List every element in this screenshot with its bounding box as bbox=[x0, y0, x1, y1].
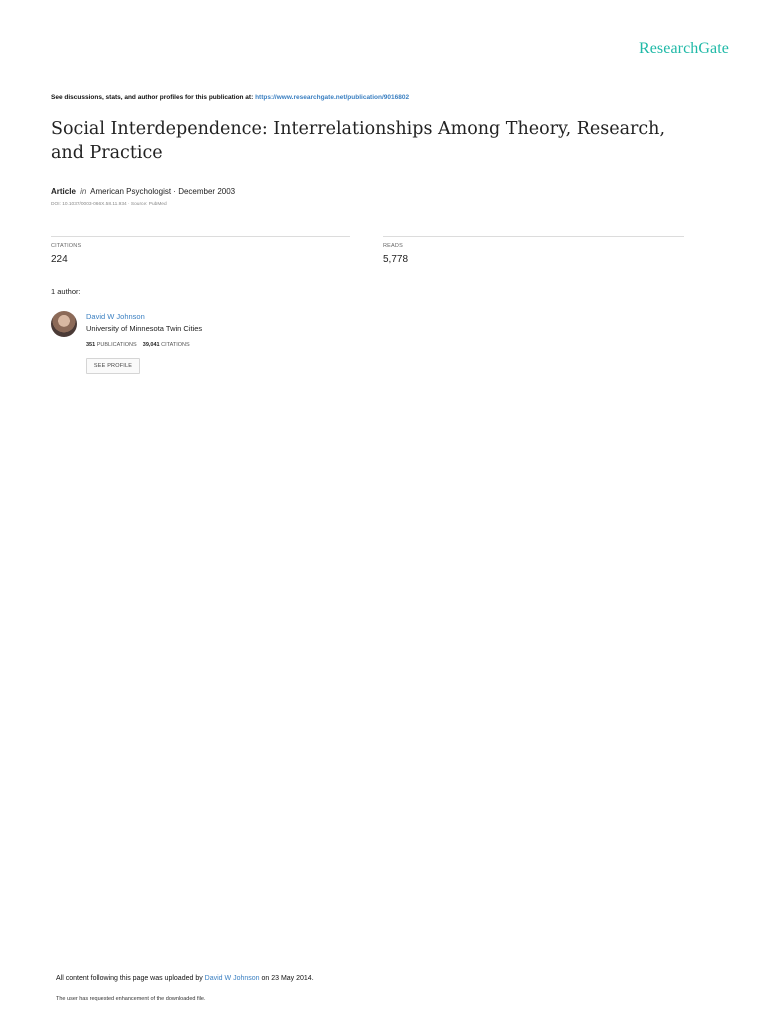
publication-title: Social Interdependence: Interrelationships Among Theory, Research, and Practice bbox=[51, 119, 666, 163]
publication-meta bbox=[51, 187, 235, 196]
author-citations-count: 39,041 bbox=[142, 342, 160, 348]
publication-link[interactable]: https://www.researchgate.net/publication/9016802 bbox=[255, 94, 410, 101]
citations-label: CITATIONS bbox=[51, 243, 82, 249]
publications-count: 351 bbox=[86, 342, 96, 348]
enhancement-note: The user has requested enhancement of the downloaded file. bbox=[56, 996, 206, 1002]
author-name-link[interactable]: David W Johnson bbox=[86, 312, 145, 321]
upload-notice bbox=[56, 975, 314, 982]
author-institution: University of Minnesota Twin Cities bbox=[86, 324, 203, 333]
upload-prefix: All content following this page was uploaded by bbox=[56, 975, 203, 982]
disclaimer-text: See discussions, stats, and author profiles for this publication at: bbox=[51, 94, 254, 101]
disclaimer bbox=[51, 94, 409, 101]
author-citations-label: CITATIONS bbox=[161, 342, 190, 348]
divider-citations bbox=[51, 236, 350, 237]
author-stats bbox=[86, 342, 190, 348]
reads-value: 5,778 bbox=[383, 254, 409, 265]
upload-suffix: on 23 May 2014. bbox=[261, 975, 314, 982]
authors-count: 1 author: bbox=[51, 287, 81, 296]
publications-label: PUBLICATIONS bbox=[96, 342, 137, 348]
citations-value: 224 bbox=[51, 254, 68, 265]
in-label: in bbox=[80, 187, 87, 196]
doi-source: DOI: 10.1037/0003-066X.58.11.934 · Source: PubMed bbox=[51, 202, 167, 207]
uploader-link[interactable]: David W Johnson bbox=[204, 975, 260, 982]
divider-reads bbox=[383, 236, 684, 237]
researchgate-logo[interactable]: ResearchGate bbox=[638, 40, 729, 57]
reads-label: READS bbox=[383, 243, 403, 249]
journal-date: American Psychologist · December 2003 bbox=[90, 187, 236, 196]
publication-type: Article bbox=[51, 187, 76, 196]
see-profile-button[interactable]: SEE PROFILE bbox=[86, 358, 140, 374]
author-avatar[interactable] bbox=[51, 311, 77, 337]
